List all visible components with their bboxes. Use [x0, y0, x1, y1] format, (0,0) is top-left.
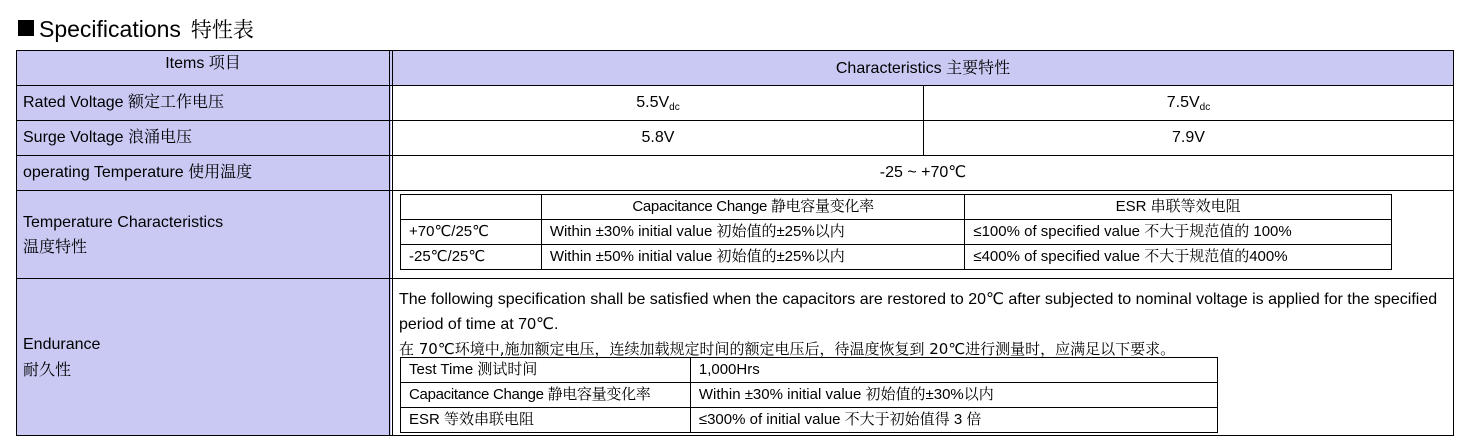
header-items: Items 项目 — [165, 55, 241, 72]
table-row — [401, 383, 1218, 408]
capacitance-change-header: Capacitance Change 静电容量变化率 — [541, 195, 965, 220]
rated-voltage-label: Rated Voltage 额定工作电压 — [23, 94, 224, 111]
black-square-icon — [18, 20, 34, 36]
row-divider — [17, 155, 1453, 156]
column-divider — [389, 51, 390, 435]
operating-temperature-value: -25 ~ +70℃ — [879, 164, 967, 181]
esr-header: ESR 串联等效电阻 — [965, 195, 1392, 220]
rated-voltage-value-1: $5.5V_{dc}$ — [636, 94, 680, 113]
table-row — [401, 245, 1392, 270]
rated-voltage-value-2: $7.5V_{dc}$ — [1166, 94, 1211, 113]
specifications-table — [16, 50, 1454, 436]
table-row — [401, 358, 1218, 383]
header-characteristics: Characteristics 主要特性 — [835, 60, 1011, 77]
table-row — [401, 220, 1392, 245]
temp-condition: +70℃/25℃ — [401, 220, 542, 245]
endurance-description-cn: 在 70℃环境中,施加额定电压，连续加载规定时间的额定电压后，待温度恢复到 20℃进行测量时，应满足以下要求。 — [399, 340, 1176, 358]
row-divider — [17, 190, 1453, 191]
endurance-item: ESR 等效串联电阻 — [401, 408, 691, 433]
endurance-item: Capacitance Change 静电容量变化率 — [401, 383, 691, 408]
row-divider — [17, 85, 1453, 86]
temperature-characteristics-table — [400, 194, 1392, 270]
esr-value: ≤400% of specified value 不大于规范值的400% — [965, 245, 1392, 270]
table-cell — [401, 195, 542, 220]
capacitance-value: Within ±50% initial value 初始值的±25%以内 — [541, 245, 965, 270]
capacitance-value: Within ±30% initial value 初始值的±25%以内 — [541, 220, 965, 245]
row-divider — [17, 278, 1453, 279]
endurance-label-cn: 耐久性 — [23, 360, 72, 379]
temp-condition: -25℃/25℃ — [401, 245, 542, 270]
table-row — [401, 408, 1218, 433]
section-heading — [18, 14, 254, 45]
heading-chinese: 特性表 — [190, 18, 254, 42]
table-row — [401, 195, 1392, 220]
temperature-characteristics-label-cn: 温度特性 — [23, 237, 88, 256]
endurance-value: Within ±30% initial value 初始值的±30%以内 — [690, 383, 1217, 408]
endurance-label-en: Endurance — [23, 336, 101, 353]
surge-voltage-value-1: 5.8V — [641, 129, 675, 146]
endurance-description — [399, 287, 1451, 362]
endurance-value: ≤300% of initial value 不大于初始值得 3 倍 — [690, 408, 1217, 433]
row-divider — [17, 120, 1453, 121]
surge-voltage-value-2: 7.9V — [1172, 129, 1205, 146]
endurance-item: Test Time 测试时间 — [401, 358, 691, 383]
heading-english: Specifications — [39, 16, 181, 42]
endurance-value: 1,000Hrs — [690, 358, 1217, 383]
endurance-table — [400, 357, 1218, 433]
temperature-characteristics-label-en: Temperature Characteristics — [23, 214, 224, 231]
operating-temperature-label: operating Temperature 使用温度 — [23, 164, 253, 181]
surge-voltage-label: Surge Voltage 浪涌电压 — [23, 129, 192, 146]
esr-value: ≤100% of specified value 不大于规范值的 100% — [965, 220, 1392, 245]
endurance-description-en: The following specification shall be satisfied when the capacitors are restored to 20℃ after subjected to nominal voltage is applied for the specified period of time at 70℃. — [399, 291, 1438, 333]
